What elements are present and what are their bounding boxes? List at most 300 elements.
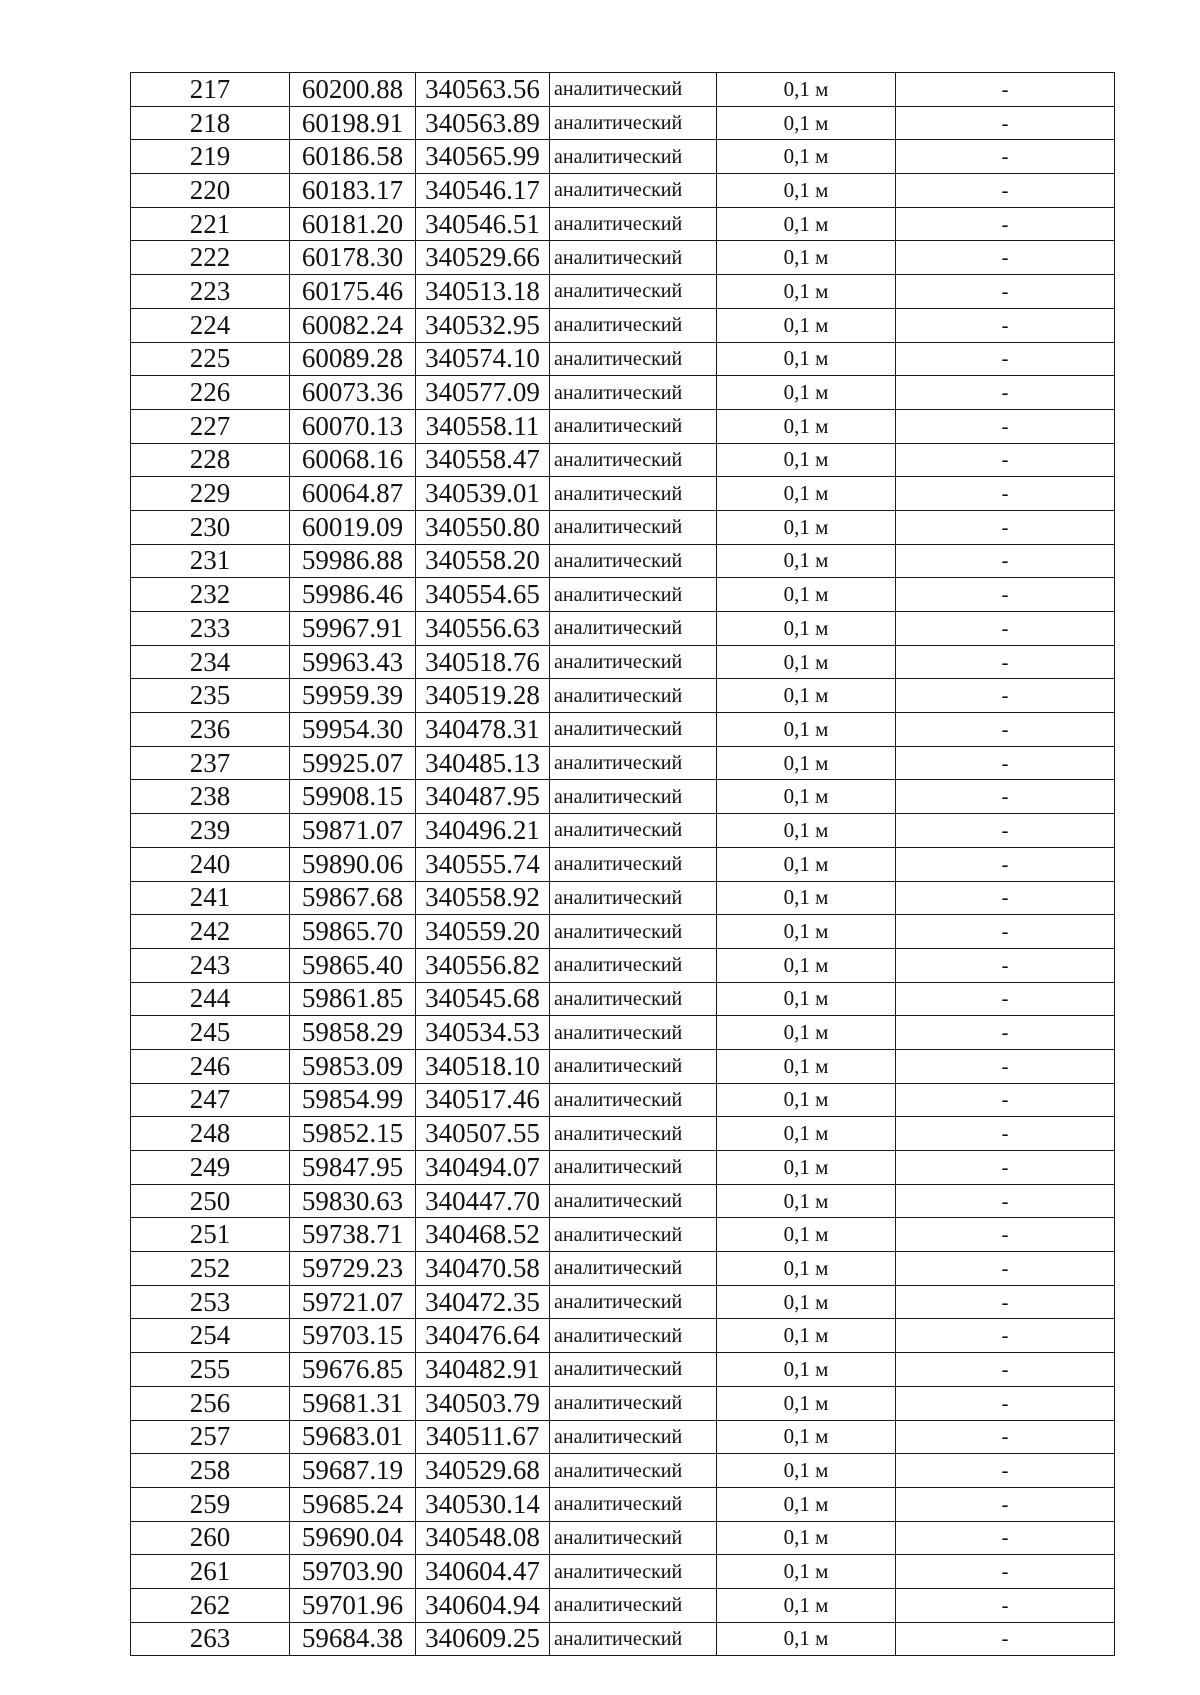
y-coordinate-cell: 340472.35 [416, 1285, 550, 1319]
y-coordinate-cell: 340534.53 [416, 1016, 550, 1050]
y-coordinate-cell: 340518.76 [416, 645, 550, 679]
y-coordinate-cell: 340487.95 [416, 780, 550, 814]
x-coordinate-cell: 59871.07 [290, 814, 416, 848]
x-coordinate-cell: 60200.88 [290, 73, 416, 107]
note-cell: - [896, 1117, 1115, 1151]
table-row [131, 241, 1115, 275]
accuracy-cell: 0,1 м [717, 847, 896, 881]
note-cell: - [896, 106, 1115, 140]
table-row [131, 1454, 1115, 1488]
x-coordinate-cell: 59830.63 [290, 1184, 416, 1218]
method-cell: аналитический [550, 1184, 717, 1218]
method-cell: аналитический [550, 73, 717, 107]
point-number-cell: 240 [131, 847, 290, 881]
point-number-cell: 234 [131, 645, 290, 679]
note-cell: - [896, 308, 1115, 342]
table-row [131, 578, 1115, 612]
note-cell: - [896, 780, 1115, 814]
method-cell: аналитический [550, 275, 717, 309]
point-number-cell: 235 [131, 679, 290, 713]
accuracy-cell: 0,1 м [717, 1151, 896, 1185]
note-cell: - [896, 342, 1115, 376]
accuracy-cell: 0,1 м [717, 510, 896, 544]
note-cell: - [896, 679, 1115, 713]
y-coordinate-cell: 340577.09 [416, 376, 550, 410]
x-coordinate-cell: 59681.31 [290, 1386, 416, 1420]
accuracy-cell: 0,1 м [717, 1083, 896, 1117]
point-number-cell: 221 [131, 207, 290, 241]
note-cell: - [896, 1252, 1115, 1286]
y-coordinate-cell: 340485.13 [416, 746, 550, 780]
method-cell: аналитический [550, 241, 717, 275]
table-row [131, 308, 1115, 342]
note-cell: - [896, 1555, 1115, 1589]
note-cell: - [896, 207, 1115, 241]
note-cell: - [896, 1218, 1115, 1252]
x-coordinate-cell: 59721.07 [290, 1285, 416, 1319]
note-cell: - [896, 409, 1115, 443]
table-row [131, 814, 1115, 848]
y-coordinate-cell: 340559.20 [416, 915, 550, 949]
point-number-cell: 243 [131, 948, 290, 982]
y-coordinate-cell: 340476.64 [416, 1319, 550, 1353]
y-coordinate-cell: 340511.67 [416, 1420, 550, 1454]
x-coordinate-cell: 59986.46 [290, 578, 416, 612]
method-cell: аналитический [550, 207, 717, 241]
method-cell: аналитический [550, 612, 717, 646]
point-number-cell: 223 [131, 275, 290, 309]
table-row [131, 1285, 1115, 1319]
accuracy-cell: 0,1 м [717, 1420, 896, 1454]
accuracy-cell: 0,1 м [717, 679, 896, 713]
method-cell: аналитический [550, 1588, 717, 1622]
method-cell: аналитический [550, 1083, 717, 1117]
accuracy-cell: 0,1 м [717, 746, 896, 780]
note-cell: - [896, 1420, 1115, 1454]
point-number-cell: 247 [131, 1083, 290, 1117]
point-number-cell: 251 [131, 1218, 290, 1252]
accuracy-cell: 0,1 м [717, 881, 896, 915]
accuracy-cell: 0,1 м [717, 140, 896, 174]
x-coordinate-cell: 59701.96 [290, 1588, 416, 1622]
y-coordinate-cell: 340604.47 [416, 1555, 550, 1589]
accuracy-cell: 0,1 м [717, 1487, 896, 1521]
y-coordinate-cell: 340529.68 [416, 1454, 550, 1488]
note-cell: - [896, 73, 1115, 107]
table-row [131, 443, 1115, 477]
x-coordinate-cell: 59865.40 [290, 948, 416, 982]
accuracy-cell: 0,1 м [717, 241, 896, 275]
accuracy-cell: 0,1 м [717, 409, 896, 443]
y-coordinate-cell: 340558.92 [416, 881, 550, 915]
y-coordinate-cell: 340604.94 [416, 1588, 550, 1622]
x-coordinate-cell: 59684.38 [290, 1622, 416, 1656]
x-coordinate-cell: 59967.91 [290, 612, 416, 646]
point-number-cell: 241 [131, 881, 290, 915]
accuracy-cell: 0,1 м [717, 645, 896, 679]
y-coordinate-cell: 340558.47 [416, 443, 550, 477]
table-row [131, 73, 1115, 107]
x-coordinate-cell: 60198.91 [290, 106, 416, 140]
point-number-cell: 257 [131, 1420, 290, 1454]
point-number-cell: 258 [131, 1454, 290, 1488]
note-cell: - [896, 612, 1115, 646]
y-coordinate-cell: 340546.51 [416, 207, 550, 241]
note-cell: - [896, 1285, 1115, 1319]
note-cell: - [896, 376, 1115, 410]
point-number-cell: 228 [131, 443, 290, 477]
accuracy-cell: 0,1 м [717, 1386, 896, 1420]
method-cell: аналитический [550, 1049, 717, 1083]
note-cell: - [896, 746, 1115, 780]
y-coordinate-cell: 340468.52 [416, 1218, 550, 1252]
accuracy-cell: 0,1 м [717, 780, 896, 814]
point-number-cell: 254 [131, 1319, 290, 1353]
y-coordinate-cell: 340550.80 [416, 510, 550, 544]
point-number-cell: 236 [131, 713, 290, 747]
x-coordinate-cell: 59865.70 [290, 915, 416, 949]
y-coordinate-cell: 340554.65 [416, 578, 550, 612]
accuracy-cell: 0,1 м [717, 1252, 896, 1286]
method-cell: аналитический [550, 443, 717, 477]
accuracy-cell: 0,1 м [717, 612, 896, 646]
accuracy-cell: 0,1 м [717, 73, 896, 107]
point-number-cell: 232 [131, 578, 290, 612]
x-coordinate-cell: 59854.99 [290, 1083, 416, 1117]
y-coordinate-cell: 340518.10 [416, 1049, 550, 1083]
method-cell: аналитический [550, 1117, 717, 1151]
table-row [131, 174, 1115, 208]
accuracy-cell: 0,1 м [717, 1353, 896, 1387]
coordinates-table [130, 72, 1115, 1656]
method-cell: аналитический [550, 1386, 717, 1420]
point-number-cell: 229 [131, 477, 290, 511]
table-row [131, 1319, 1115, 1353]
point-number-cell: 255 [131, 1353, 290, 1387]
x-coordinate-cell: 59986.88 [290, 544, 416, 578]
method-cell: аналитический [550, 510, 717, 544]
table-row [131, 140, 1115, 174]
point-number-cell: 231 [131, 544, 290, 578]
method-cell: аналитический [550, 1319, 717, 1353]
accuracy-cell: 0,1 м [717, 376, 896, 410]
note-cell: - [896, 982, 1115, 1016]
point-number-cell: 224 [131, 308, 290, 342]
y-coordinate-cell: 340546.17 [416, 174, 550, 208]
y-coordinate-cell: 340539.01 [416, 477, 550, 511]
method-cell: аналитический [550, 780, 717, 814]
method-cell: аналитический [550, 1454, 717, 1488]
accuracy-cell: 0,1 м [717, 174, 896, 208]
x-coordinate-cell: 59703.90 [290, 1555, 416, 1589]
note-cell: - [896, 713, 1115, 747]
accuracy-cell: 0,1 м [717, 1049, 896, 1083]
x-coordinate-cell: 59890.06 [290, 847, 416, 881]
y-coordinate-cell: 340478.31 [416, 713, 550, 747]
x-coordinate-cell: 59738.71 [290, 1218, 416, 1252]
note-cell: - [896, 948, 1115, 982]
note-cell: - [896, 510, 1115, 544]
point-number-cell: 218 [131, 106, 290, 140]
table-row [131, 1184, 1115, 1218]
x-coordinate-cell: 60178.30 [290, 241, 416, 275]
point-number-cell: 244 [131, 982, 290, 1016]
table-row [131, 1622, 1115, 1656]
note-cell: - [896, 1184, 1115, 1218]
table-row [131, 1588, 1115, 1622]
y-coordinate-cell: 340558.20 [416, 544, 550, 578]
accuracy-cell: 0,1 м [717, 1521, 896, 1555]
note-cell: - [896, 1049, 1115, 1083]
point-number-cell: 263 [131, 1622, 290, 1656]
point-number-cell: 222 [131, 241, 290, 275]
point-number-cell: 261 [131, 1555, 290, 1589]
note-cell: - [896, 1622, 1115, 1656]
accuracy-cell: 0,1 м [717, 1555, 896, 1589]
table-row [131, 1049, 1115, 1083]
table-row [131, 207, 1115, 241]
accuracy-cell: 0,1 м [717, 207, 896, 241]
method-cell: аналитический [550, 409, 717, 443]
point-number-cell: 253 [131, 1285, 290, 1319]
note-cell: - [896, 1454, 1115, 1488]
x-coordinate-cell: 59685.24 [290, 1487, 416, 1521]
y-coordinate-cell: 340556.82 [416, 948, 550, 982]
method-cell: аналитический [550, 1252, 717, 1286]
table-row [131, 1487, 1115, 1521]
note-cell: - [896, 1588, 1115, 1622]
table-row [131, 881, 1115, 915]
table-row [131, 1521, 1115, 1555]
point-number-cell: 237 [131, 746, 290, 780]
x-coordinate-cell: 60186.58 [290, 140, 416, 174]
y-coordinate-cell: 340563.89 [416, 106, 550, 140]
table-row [131, 1218, 1115, 1252]
table-row [131, 915, 1115, 949]
table-row [131, 645, 1115, 679]
x-coordinate-cell: 60175.46 [290, 275, 416, 309]
method-cell: аналитический [550, 746, 717, 780]
point-number-cell: 252 [131, 1252, 290, 1286]
table-row [131, 612, 1115, 646]
note-cell: - [896, 1386, 1115, 1420]
x-coordinate-cell: 60070.13 [290, 409, 416, 443]
accuracy-cell: 0,1 м [717, 1622, 896, 1656]
note-cell: - [896, 915, 1115, 949]
note-cell: - [896, 174, 1115, 208]
accuracy-cell: 0,1 м [717, 1117, 896, 1151]
accuracy-cell: 0,1 м [717, 1285, 896, 1319]
accuracy-cell: 0,1 м [717, 275, 896, 309]
note-cell: - [896, 1353, 1115, 1387]
table-row [131, 409, 1115, 443]
table-row [131, 275, 1115, 309]
y-coordinate-cell: 340545.68 [416, 982, 550, 1016]
point-number-cell: 262 [131, 1588, 290, 1622]
method-cell: аналитический [550, 106, 717, 140]
point-number-cell: 249 [131, 1151, 290, 1185]
accuracy-cell: 0,1 м [717, 713, 896, 747]
table-body [131, 73, 1115, 1656]
y-coordinate-cell: 340482.91 [416, 1353, 550, 1387]
x-coordinate-cell: 59954.30 [290, 713, 416, 747]
note-cell: - [896, 1521, 1115, 1555]
y-coordinate-cell: 340529.66 [416, 241, 550, 275]
y-coordinate-cell: 340556.63 [416, 612, 550, 646]
note-cell: - [896, 275, 1115, 309]
x-coordinate-cell: 59703.15 [290, 1319, 416, 1353]
note-cell: - [896, 544, 1115, 578]
accuracy-cell: 0,1 м [717, 106, 896, 140]
method-cell: аналитический [550, 308, 717, 342]
accuracy-cell: 0,1 м [717, 443, 896, 477]
x-coordinate-cell: 59861.85 [290, 982, 416, 1016]
table-row [131, 1151, 1115, 1185]
table-row [131, 948, 1115, 982]
method-cell: аналитический [550, 847, 717, 881]
table-row [131, 1555, 1115, 1589]
note-cell: - [896, 140, 1115, 174]
x-coordinate-cell: 59729.23 [290, 1252, 416, 1286]
note-cell: - [896, 1319, 1115, 1353]
table-row [131, 679, 1115, 713]
method-cell: аналитический [550, 174, 717, 208]
table-row [131, 1386, 1115, 1420]
note-cell: - [896, 241, 1115, 275]
method-cell: аналитический [550, 1218, 717, 1252]
accuracy-cell: 0,1 м [717, 477, 896, 511]
table-row [131, 1353, 1115, 1387]
method-cell: аналитический [550, 1353, 717, 1387]
method-cell: аналитический [550, 881, 717, 915]
table-row [131, 746, 1115, 780]
x-coordinate-cell: 59925.07 [290, 746, 416, 780]
y-coordinate-cell: 340513.18 [416, 275, 550, 309]
x-coordinate-cell: 60181.20 [290, 207, 416, 241]
method-cell: аналитический [550, 342, 717, 376]
point-number-cell: 226 [131, 376, 290, 410]
point-number-cell: 245 [131, 1016, 290, 1050]
method-cell: аналитический [550, 645, 717, 679]
point-number-cell: 246 [131, 1049, 290, 1083]
x-coordinate-cell: 60082.24 [290, 308, 416, 342]
accuracy-cell: 0,1 м [717, 1218, 896, 1252]
accuracy-cell: 0,1 м [717, 342, 896, 376]
method-cell: аналитический [550, 1555, 717, 1589]
method-cell: аналитический [550, 948, 717, 982]
x-coordinate-cell: 59908.15 [290, 780, 416, 814]
point-number-cell: 238 [131, 780, 290, 814]
x-coordinate-cell: 59853.09 [290, 1049, 416, 1083]
method-cell: аналитический [550, 1285, 717, 1319]
method-cell: аналитический [550, 679, 717, 713]
table-row [131, 1117, 1115, 1151]
x-coordinate-cell: 59847.95 [290, 1151, 416, 1185]
point-number-cell: 250 [131, 1184, 290, 1218]
table-row [131, 342, 1115, 376]
table-row [131, 1420, 1115, 1454]
point-number-cell: 259 [131, 1487, 290, 1521]
y-coordinate-cell: 340503.79 [416, 1386, 550, 1420]
table-row [131, 1083, 1115, 1117]
y-coordinate-cell: 340565.99 [416, 140, 550, 174]
method-cell: аналитический [550, 1521, 717, 1555]
x-coordinate-cell: 60064.87 [290, 477, 416, 511]
x-coordinate-cell: 59852.15 [290, 1117, 416, 1151]
table-row [131, 713, 1115, 747]
method-cell: аналитический [550, 1420, 717, 1454]
point-number-cell: 230 [131, 510, 290, 544]
x-coordinate-cell: 60089.28 [290, 342, 416, 376]
y-coordinate-cell: 340563.56 [416, 73, 550, 107]
x-coordinate-cell: 60183.17 [290, 174, 416, 208]
table-row [131, 1016, 1115, 1050]
y-coordinate-cell: 340530.14 [416, 1487, 550, 1521]
x-coordinate-cell: 59963.43 [290, 645, 416, 679]
method-cell: аналитический [550, 477, 717, 511]
note-cell: - [896, 578, 1115, 612]
method-cell: аналитический [550, 1151, 717, 1185]
method-cell: аналитический [550, 713, 717, 747]
accuracy-cell: 0,1 м [717, 1454, 896, 1488]
x-coordinate-cell: 60019.09 [290, 510, 416, 544]
x-coordinate-cell: 59690.04 [290, 1521, 416, 1555]
accuracy-cell: 0,1 м [717, 915, 896, 949]
y-coordinate-cell: 340496.21 [416, 814, 550, 848]
y-coordinate-cell: 340558.11 [416, 409, 550, 443]
table-row [131, 510, 1115, 544]
x-coordinate-cell: 59959.39 [290, 679, 416, 713]
accuracy-cell: 0,1 м [717, 814, 896, 848]
accuracy-cell: 0,1 м [717, 948, 896, 982]
method-cell: аналитический [550, 982, 717, 1016]
table-row [131, 106, 1115, 140]
accuracy-cell: 0,1 м [717, 1184, 896, 1218]
point-number-cell: 260 [131, 1521, 290, 1555]
point-number-cell: 233 [131, 612, 290, 646]
y-coordinate-cell: 340532.95 [416, 308, 550, 342]
table-row [131, 376, 1115, 410]
note-cell: - [896, 1016, 1115, 1050]
method-cell: аналитический [550, 814, 717, 848]
y-coordinate-cell: 340517.46 [416, 1083, 550, 1117]
y-coordinate-cell: 340447.70 [416, 1184, 550, 1218]
table-row [131, 477, 1115, 511]
method-cell: аналитический [550, 544, 717, 578]
method-cell: аналитический [550, 1487, 717, 1521]
note-cell: - [896, 1151, 1115, 1185]
point-number-cell: 220 [131, 174, 290, 208]
method-cell: аналитический [550, 1016, 717, 1050]
accuracy-cell: 0,1 м [717, 1016, 896, 1050]
point-number-cell: 217 [131, 73, 290, 107]
y-coordinate-cell: 340548.08 [416, 1521, 550, 1555]
point-number-cell: 239 [131, 814, 290, 848]
note-cell: - [896, 881, 1115, 915]
y-coordinate-cell: 340519.28 [416, 679, 550, 713]
method-cell: аналитический [550, 140, 717, 174]
accuracy-cell: 0,1 м [717, 544, 896, 578]
method-cell: аналитический [550, 1622, 717, 1656]
point-number-cell: 219 [131, 140, 290, 174]
method-cell: аналитический [550, 376, 717, 410]
y-coordinate-cell: 340494.07 [416, 1151, 550, 1185]
x-coordinate-cell: 59683.01 [290, 1420, 416, 1454]
x-coordinate-cell: 59858.29 [290, 1016, 416, 1050]
x-coordinate-cell: 60073.36 [290, 376, 416, 410]
x-coordinate-cell: 60068.16 [290, 443, 416, 477]
note-cell: - [896, 477, 1115, 511]
